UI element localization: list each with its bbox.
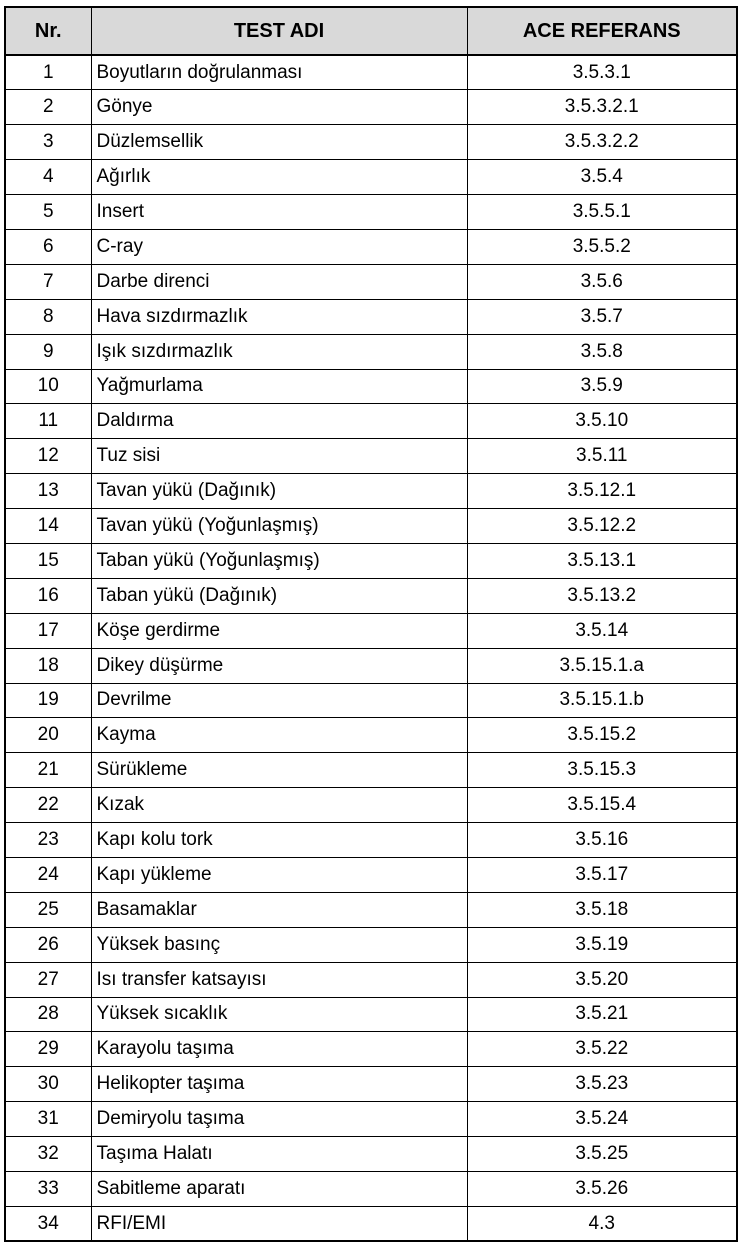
cell-test-name: Daldırma	[91, 404, 467, 439]
cell-test-name: Kızak	[91, 788, 467, 823]
table-row	[5, 404, 737, 439]
table-row	[5, 229, 737, 264]
cell-nr: 23	[5, 823, 91, 858]
cell-ace-reference: 3.5.10	[467, 404, 737, 439]
cell-ace-reference: 3.5.6	[467, 264, 737, 299]
cell-test-name: Devrilme	[91, 683, 467, 718]
cell-nr: 34	[5, 1206, 91, 1241]
table-row	[5, 718, 737, 753]
cell-ace-reference: 3.5.12.1	[467, 474, 737, 509]
cell-test-name: Ağırlık	[91, 160, 467, 195]
cell-nr: 22	[5, 788, 91, 823]
table-row	[5, 857, 737, 892]
cell-test-name: Tavan yükü (Dağınık)	[91, 474, 467, 509]
cell-nr: 3	[5, 125, 91, 160]
cell-ace-reference: 3.5.15.3	[467, 753, 737, 788]
cell-nr: 16	[5, 578, 91, 613]
table-row	[5, 578, 737, 613]
test-table-container	[4, 6, 738, 1242]
cell-nr: 27	[5, 962, 91, 997]
cell-nr: 21	[5, 753, 91, 788]
cell-test-name: Taban yükü (Yoğunlaşmış)	[91, 543, 467, 578]
cell-test-name: Sabitleme aparatı	[91, 1172, 467, 1207]
table-row	[5, 788, 737, 823]
cell-nr: 26	[5, 927, 91, 962]
cell-ace-reference: 3.5.19	[467, 927, 737, 962]
header-ace-reference: ACE REFERANS	[467, 7, 737, 55]
table-row	[5, 683, 737, 718]
cell-test-name: Düzlemsellik	[91, 125, 467, 160]
cell-ace-reference: 3.5.18	[467, 892, 737, 927]
cell-test-name: Tuz sisi	[91, 439, 467, 474]
cell-test-name: Köşe gerdirme	[91, 613, 467, 648]
cell-test-name: Kayma	[91, 718, 467, 753]
cell-test-name: Taşıma Halatı	[91, 1137, 467, 1172]
cell-nr: 20	[5, 718, 91, 753]
table-header-row	[5, 7, 737, 55]
cell-nr: 25	[5, 892, 91, 927]
table-row	[5, 1102, 737, 1137]
table-row	[5, 195, 737, 230]
table-row	[5, 509, 737, 544]
cell-nr: 13	[5, 474, 91, 509]
cell-nr: 1	[5, 55, 91, 90]
header-nr: Nr.	[5, 7, 91, 55]
cell-test-name: Yağmurlama	[91, 369, 467, 404]
cell-test-name: Basamaklar	[91, 892, 467, 927]
cell-ace-reference: 3.5.5.2	[467, 229, 737, 264]
cell-test-name: Işık sızdırmazlık	[91, 334, 467, 369]
table-row	[5, 264, 737, 299]
cell-ace-reference: 3.5.4	[467, 160, 737, 195]
cell-nr: 11	[5, 404, 91, 439]
cell-ace-reference: 3.5.3.2.2	[467, 125, 737, 160]
cell-nr: 5	[5, 195, 91, 230]
table-row	[5, 90, 737, 125]
cell-test-name: Kapı yükleme	[91, 857, 467, 892]
cell-nr: 18	[5, 648, 91, 683]
table-row	[5, 892, 737, 927]
table-row	[5, 543, 737, 578]
cell-nr: 14	[5, 509, 91, 544]
table-row	[5, 1172, 737, 1207]
table-row	[5, 474, 737, 509]
table-row	[5, 648, 737, 683]
cell-ace-reference: 3.5.9	[467, 369, 737, 404]
cell-nr: 17	[5, 613, 91, 648]
cell-test-name: Sürükleme	[91, 753, 467, 788]
cell-nr: 7	[5, 264, 91, 299]
cell-test-name: Hava sızdırmazlık	[91, 299, 467, 334]
cell-test-name: Helikopter taşıma	[91, 1067, 467, 1102]
table-row	[5, 125, 737, 160]
cell-nr: 2	[5, 90, 91, 125]
cell-ace-reference: 3.5.5.1	[467, 195, 737, 230]
cell-test-name: Demiryolu taşıma	[91, 1102, 467, 1137]
cell-nr: 30	[5, 1067, 91, 1102]
table-row	[5, 753, 737, 788]
cell-test-name: Dikey düşürme	[91, 648, 467, 683]
cell-test-name: Kapı kolu tork	[91, 823, 467, 858]
table-row	[5, 55, 737, 90]
cell-ace-reference: 3.5.23	[467, 1067, 737, 1102]
header-test-name: TEST ADI	[91, 7, 467, 55]
table-row	[5, 369, 737, 404]
table-row	[5, 1032, 737, 1067]
table-row	[5, 997, 737, 1032]
cell-nr: 19	[5, 683, 91, 718]
table-row	[5, 1137, 737, 1172]
table-row	[5, 962, 737, 997]
cell-test-name: Insert	[91, 195, 467, 230]
cell-nr: 12	[5, 439, 91, 474]
cell-ace-reference: 3.5.3.2.1	[467, 90, 737, 125]
cell-nr: 31	[5, 1102, 91, 1137]
table-row	[5, 334, 737, 369]
cell-ace-reference: 3.5.25	[467, 1137, 737, 1172]
cell-ace-reference: 3.5.20	[467, 962, 737, 997]
cell-test-name: Darbe direnci	[91, 264, 467, 299]
cell-ace-reference: 3.5.17	[467, 857, 737, 892]
cell-test-name: Isı transfer katsayısı	[91, 962, 467, 997]
cell-test-name: RFI/EMI	[91, 1206, 467, 1241]
cell-ace-reference: 3.5.7	[467, 299, 737, 334]
cell-nr: 9	[5, 334, 91, 369]
cell-ace-reference: 3.5.16	[467, 823, 737, 858]
cell-nr: 8	[5, 299, 91, 334]
cell-ace-reference: 3.5.15.1.b	[467, 683, 737, 718]
table-row	[5, 439, 737, 474]
table-row	[5, 299, 737, 334]
cell-nr: 29	[5, 1032, 91, 1067]
cell-test-name: Taban yükü (Dağınık)	[91, 578, 467, 613]
cell-ace-reference: 3.5.11	[467, 439, 737, 474]
cell-ace-reference: 3.5.13.2	[467, 578, 737, 613]
table-row	[5, 1206, 737, 1241]
cell-nr: 32	[5, 1137, 91, 1172]
cell-nr: 4	[5, 160, 91, 195]
table-row	[5, 1067, 737, 1102]
cell-nr: 33	[5, 1172, 91, 1207]
cell-ace-reference: 3.5.15.4	[467, 788, 737, 823]
cell-ace-reference: 3.5.15.1.a	[467, 648, 737, 683]
table-row	[5, 823, 737, 858]
cell-nr: 15	[5, 543, 91, 578]
test-table	[4, 6, 738, 1242]
table-row	[5, 927, 737, 962]
cell-ace-reference: 3.5.26	[467, 1172, 737, 1207]
cell-nr: 28	[5, 997, 91, 1032]
cell-ace-reference: 3.5.15.2	[467, 718, 737, 753]
cell-ace-reference: 3.5.21	[467, 997, 737, 1032]
table-row	[5, 160, 737, 195]
cell-test-name: Karayolu taşıma	[91, 1032, 467, 1067]
cell-ace-reference: 3.5.3.1	[467, 55, 737, 90]
cell-ace-reference: 3.5.8	[467, 334, 737, 369]
cell-test-name: Boyutların doğrulanması	[91, 55, 467, 90]
cell-test-name: Tavan yükü (Yoğunlaşmış)	[91, 509, 467, 544]
cell-ace-reference: 3.5.22	[467, 1032, 737, 1067]
cell-ace-reference: 3.5.14	[467, 613, 737, 648]
cell-test-name: Yüksek basınç	[91, 927, 467, 962]
cell-ace-reference: 4.3	[467, 1206, 737, 1241]
table-body	[5, 55, 737, 1241]
cell-test-name: Gönye	[91, 90, 467, 125]
cell-ace-reference: 3.5.12.2	[467, 509, 737, 544]
cell-nr: 24	[5, 857, 91, 892]
cell-nr: 6	[5, 229, 91, 264]
table-row	[5, 613, 737, 648]
cell-ace-reference: 3.5.24	[467, 1102, 737, 1137]
cell-test-name: Yüksek sıcaklık	[91, 997, 467, 1032]
cell-ace-reference: 3.5.13.1	[467, 543, 737, 578]
cell-test-name: C-ray	[91, 229, 467, 264]
cell-nr: 10	[5, 369, 91, 404]
